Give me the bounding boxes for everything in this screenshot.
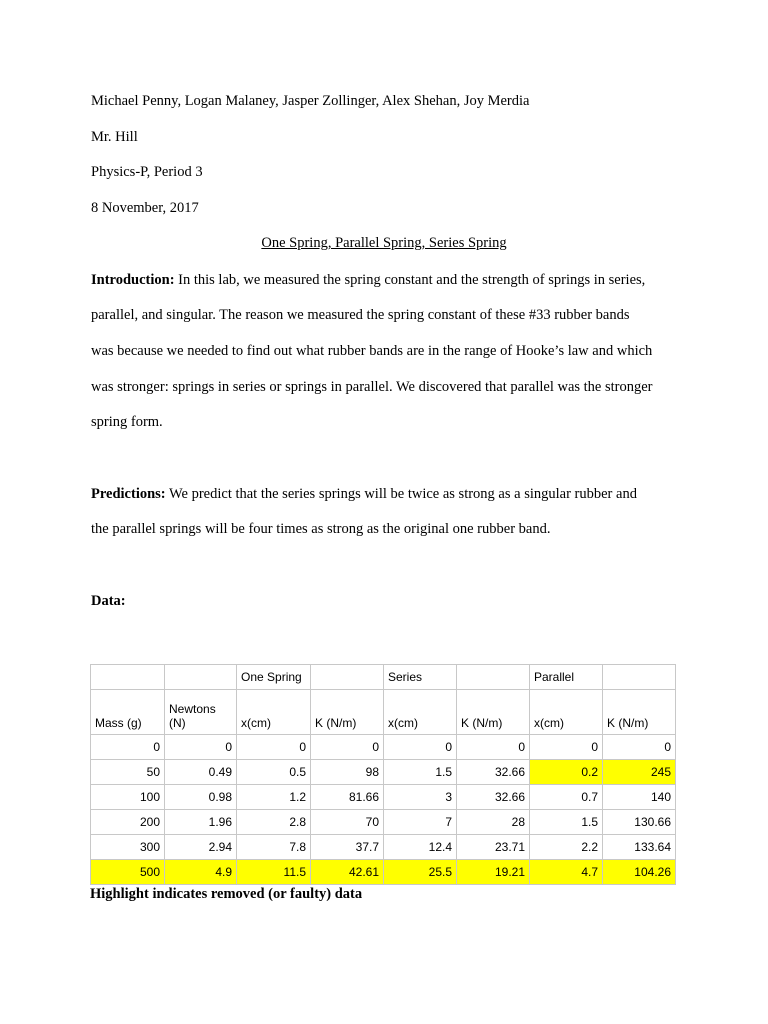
column-header-cell: K (N/m) [603,690,676,735]
group-header-cell [457,665,530,690]
table-cell: 3 [384,785,457,810]
table-cell: 245 [603,760,676,785]
table-cell: 1.5 [530,810,603,835]
class-line: Physics-P, Period 3 [91,164,203,180]
table-cell: 42.61 [311,860,384,885]
group-header-cell: Parallel [530,665,603,690]
table-cell: 0 [237,735,311,760]
column-header-cell: Newtons (N) [165,690,237,735]
table-cell: 1.96 [165,810,237,835]
table-cell: 50 [91,760,165,785]
table-cell: 7 [384,810,457,835]
data-label: Data: [91,593,126,609]
table-cell: 28 [457,810,530,835]
introduction-line-3: was because we needed to find out what rubber bands are in the range of Hooke’s law and which [91,343,653,359]
table-group-header-row [91,665,676,690]
table-cell: 1.5 [384,760,457,785]
table-cell: 0.49 [165,760,237,785]
table-row [91,810,676,835]
introduction-line-1 [91,272,645,289]
column-header-cell: Mass (g) [91,690,165,735]
table-cell: 23.71 [457,835,530,860]
table-row [91,835,676,860]
table-cell: 0.5 [237,760,311,785]
table-cell: 100 [91,785,165,810]
document-title: One Spring, Parallel Spring, Series Spring [261,235,507,251]
table-cell: 32.66 [457,760,530,785]
table-cell: 300 [91,835,165,860]
table-row [91,860,676,885]
table-row [91,760,676,785]
table-cell: 1.2 [237,785,311,810]
group-header-cell [603,665,676,690]
date-line: 8 November, 2017 [91,200,199,216]
table-cell: 0 [165,735,237,760]
column-header-cell: x(cm) [530,690,603,735]
group-header-cell [91,665,165,690]
table-cell: 70 [311,810,384,835]
table-cell: 25.5 [384,860,457,885]
table-cell: 32.66 [457,785,530,810]
table-cell: 130.66 [603,810,676,835]
table-cell: 0 [603,735,676,760]
table-cell: 0.2 [530,760,603,785]
highlight-note: Highlight indicates removed (or faulty) data [90,886,363,902]
group-header-cell [165,665,237,690]
table-row [91,785,676,810]
table-cell: 11.5 [237,860,311,885]
predictions-label: Predictions: [91,486,166,502]
column-header-cell: x(cm) [384,690,457,735]
table-cell: 104.26 [603,860,676,885]
predictions-text-1: We predict that the series springs will be twice as strong as a singular rubber and [165,486,637,502]
table-cell: 0 [384,735,457,760]
table-cell: 37.7 [311,835,384,860]
table-cell: 98 [311,760,384,785]
table-cell: 7.8 [237,835,311,860]
table-cell: 19.21 [457,860,530,885]
group-header-cell: Series [384,665,457,690]
table-cell: 0.98 [165,785,237,810]
predictions-line-1 [91,486,637,503]
spring-data-table [90,664,676,885]
column-header-cell: K (N/m) [311,690,384,735]
table-cell: 2.2 [530,835,603,860]
table-cell: 500 [91,860,165,885]
table-column-header-row [91,690,676,735]
predictions-line-2: the parallel springs will be four times as strong as the original one rubber band. [91,521,551,537]
introduction-text-1: In this lab, we measured the spring constant and the strength of springs in series, [174,272,646,288]
table-cell: 81.66 [311,785,384,810]
column-header-cell: K (N/m) [457,690,530,735]
introduction-label: Introduction: [91,272,175,288]
column-header-cell: x(cm) [237,690,311,735]
teacher-line: Mr. Hill [91,129,138,145]
table-cell: 4.9 [165,860,237,885]
table-cell: 133.64 [603,835,676,860]
introduction-line-2: parallel, and singular. The reason we measured the spring constant of these #33 rubber bands [91,307,630,323]
table-cell: 0 [457,735,530,760]
table-cell: 0 [530,735,603,760]
table-cell: 200 [91,810,165,835]
introduction-line-4: was stronger: springs in series or springs in parallel. We discovered that parallel was the stronger [91,379,653,395]
table-cell: 0 [91,735,165,760]
group-header-cell [311,665,384,690]
authors-line: Michael Penny, Logan Malaney, Jasper Zollinger, Alex Shehan, Joy Merdia [91,93,530,109]
table-cell: 0.7 [530,785,603,810]
group-header-cell: One Spring [237,665,311,690]
table-cell: 0 [311,735,384,760]
table-cell: 2.94 [165,835,237,860]
table-cell: 2.8 [237,810,311,835]
table-cell: 4.7 [530,860,603,885]
table-cell: 140 [603,785,676,810]
table-row [91,735,676,760]
introduction-line-5: spring form. [91,414,163,430]
table-cell: 12.4 [384,835,457,860]
